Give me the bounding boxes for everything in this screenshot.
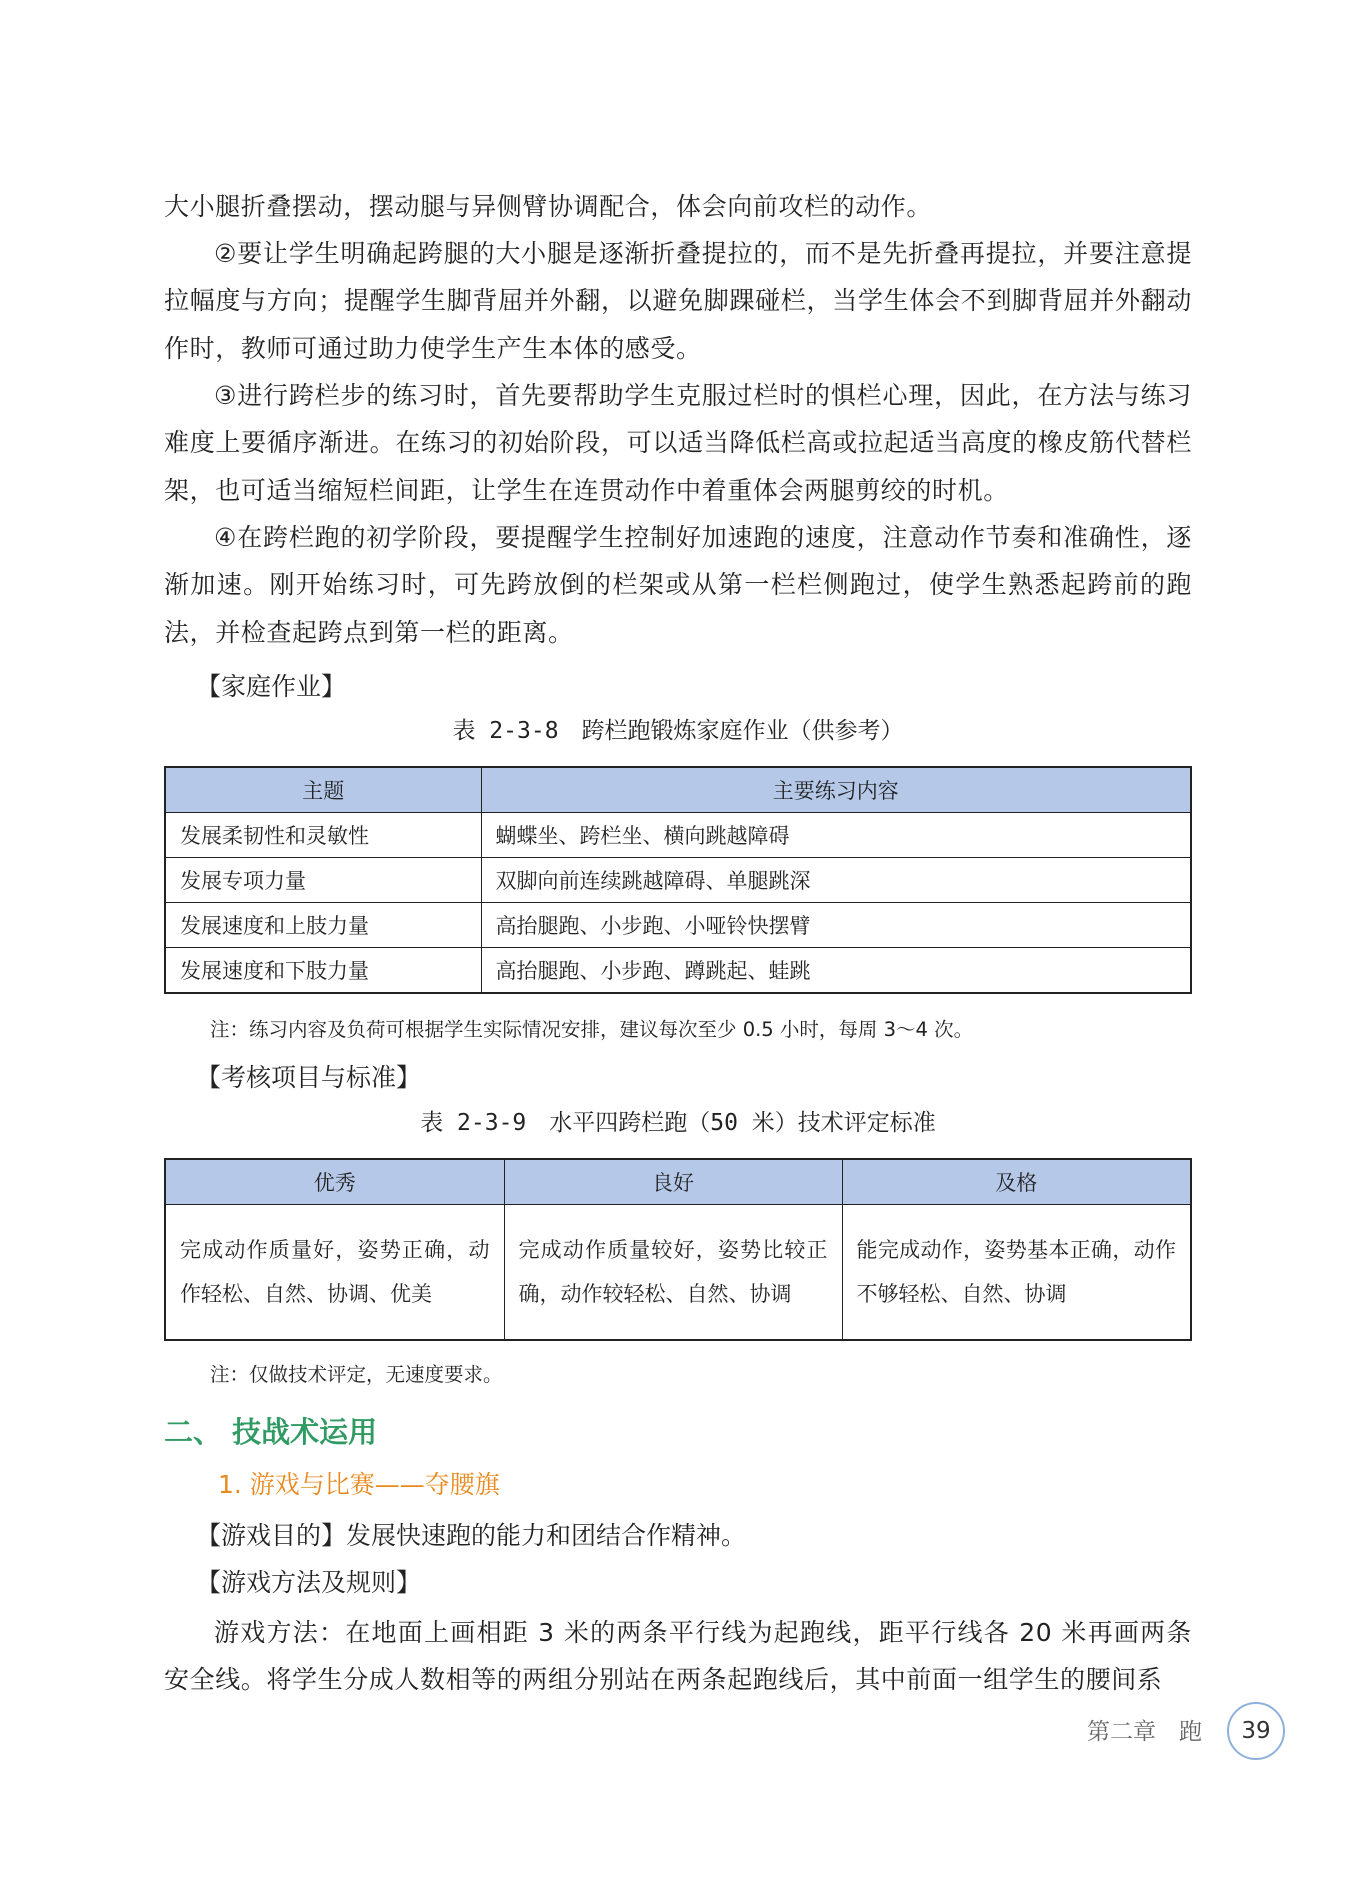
table-cell: 完成动作质量好，姿势正确，动作轻松、自然、协调、优美: [165, 1205, 504, 1341]
table-header-cell: 优秀: [165, 1159, 504, 1205]
table-cell: 高抬腿跑、小步跑、小哑铃快摆臂: [481, 903, 1191, 948]
table-header-row: [165, 767, 1191, 813]
table-header-cell: 主要练习内容: [481, 767, 1191, 813]
table-row: [165, 858, 1191, 903]
table-note: 注：练习内容及负荷可根据学生实际情况安排，建议每次至少 0.5 小时，每周 3～4 次。: [210, 1018, 974, 1041]
table-cell: 能完成动作，姿势基本正确，动作不够轻松、自然、协调: [842, 1205, 1191, 1341]
table-cell: 发展速度和上肢力量: [165, 903, 481, 948]
page-number: 39: [1227, 1702, 1285, 1760]
table-cell: 蝴蝶坐、跨栏坐、横向跳越障碍: [481, 813, 1191, 858]
table-cell: 发展速度和下肢力量: [165, 948, 481, 994]
body-paragraph: ③进行跨栏步的练习时，首先要帮助学生克服过栏时的惧栏心理，因此，在方法与练习难度上要循序渐进。在练习的初始阶段，可以适当降低栏高或拉起适当高度的橡皮筋代替栏架，也可适当缩短栏间距，让学生在连贯动作中着重体会两腿剪绞的时机。: [164, 381, 1192, 505]
game-goal: 【游戏目的】发展快速跑的能力和团结合作精神。: [196, 1521, 747, 1550]
body-paragraph: 大小腿折叠摆动，摆动腿与异侧臂协调配合，体会向前攻栏的动作。: [164, 192, 933, 221]
table-cell: 双脚向前连续跳越障碍、单腿跳深: [481, 858, 1191, 903]
rules-heading: 【游戏方法及规则】: [196, 1568, 422, 1597]
body-paragraph: ④在跨栏跑的初学阶段，要提醒学生控制好加速跑的速度，注意动作节奏和准确性，逐渐加速。刚开始练习时，可先跨放倒的栏架或从第一栏栏侧跑过，使学生熟悉起跨前的跑法，并检查起跨点到第一栏的距离。: [164, 523, 1192, 647]
table-caption: 表 2-3-8 跨栏跑锻炼家庭作业（供参考）: [452, 718, 904, 744]
table-caption: 表 2-3-9 水平四跨栏跑（50 米）技术评定标准: [420, 1110, 936, 1136]
assessment-table: [164, 1158, 1192, 1341]
chapter-label: 第二章 跑: [1087, 1719, 1202, 1745]
table-row: [165, 813, 1191, 858]
table-cell: 完成动作质量较好，姿势比较正确，动作较轻松、自然、协调: [504, 1205, 842, 1341]
table-cell: 发展柔韧性和灵敏性: [165, 813, 481, 858]
table-header-cell: 及格: [842, 1159, 1191, 1205]
table-note: 注：仅做技术评定，无速度要求。: [210, 1363, 503, 1386]
table-row: [165, 1205, 1191, 1341]
table-header-cell: 良好: [504, 1159, 842, 1205]
body-paragraph: ②要让学生明确起跨腿的大小腿是逐渐折叠提拉的，而不是先折叠再提拉，并要注意提拉幅度与方向；提醒学生脚背屈并外翻，以避免脚踝碰栏，当学生体会不到脚背屈并外翻动作时，教师可通过助力使学生产生本体的感受。: [164, 239, 1192, 363]
subsection-title: 1. 游戏与比赛——夺腰旗: [218, 1470, 500, 1499]
section-title: 二、 技战术运用: [164, 1415, 378, 1449]
homework-table: [164, 766, 1192, 994]
table-row: [165, 948, 1191, 994]
table-header-cell: 主题: [165, 767, 481, 813]
assessment-heading: 【考核项目与标准】: [196, 1063, 422, 1092]
table-cell: 高抬腿跑、小步跑、蹲跳起、蛙跳: [481, 948, 1191, 994]
table-row: [165, 903, 1191, 948]
body-paragraph: 游戏方法：在地面上画相距 3 米的两条平行线为起跑线，距平行线各 20 米再画两条安全线。将学生分成人数相等的两组分别站在两条起跑线后，其中前面一组学生的腰间系: [164, 1618, 1192, 1695]
table-header-row: [165, 1159, 1191, 1205]
homework-heading: 【家庭作业】: [196, 672, 347, 701]
table-cell: 发展专项力量: [165, 858, 481, 903]
